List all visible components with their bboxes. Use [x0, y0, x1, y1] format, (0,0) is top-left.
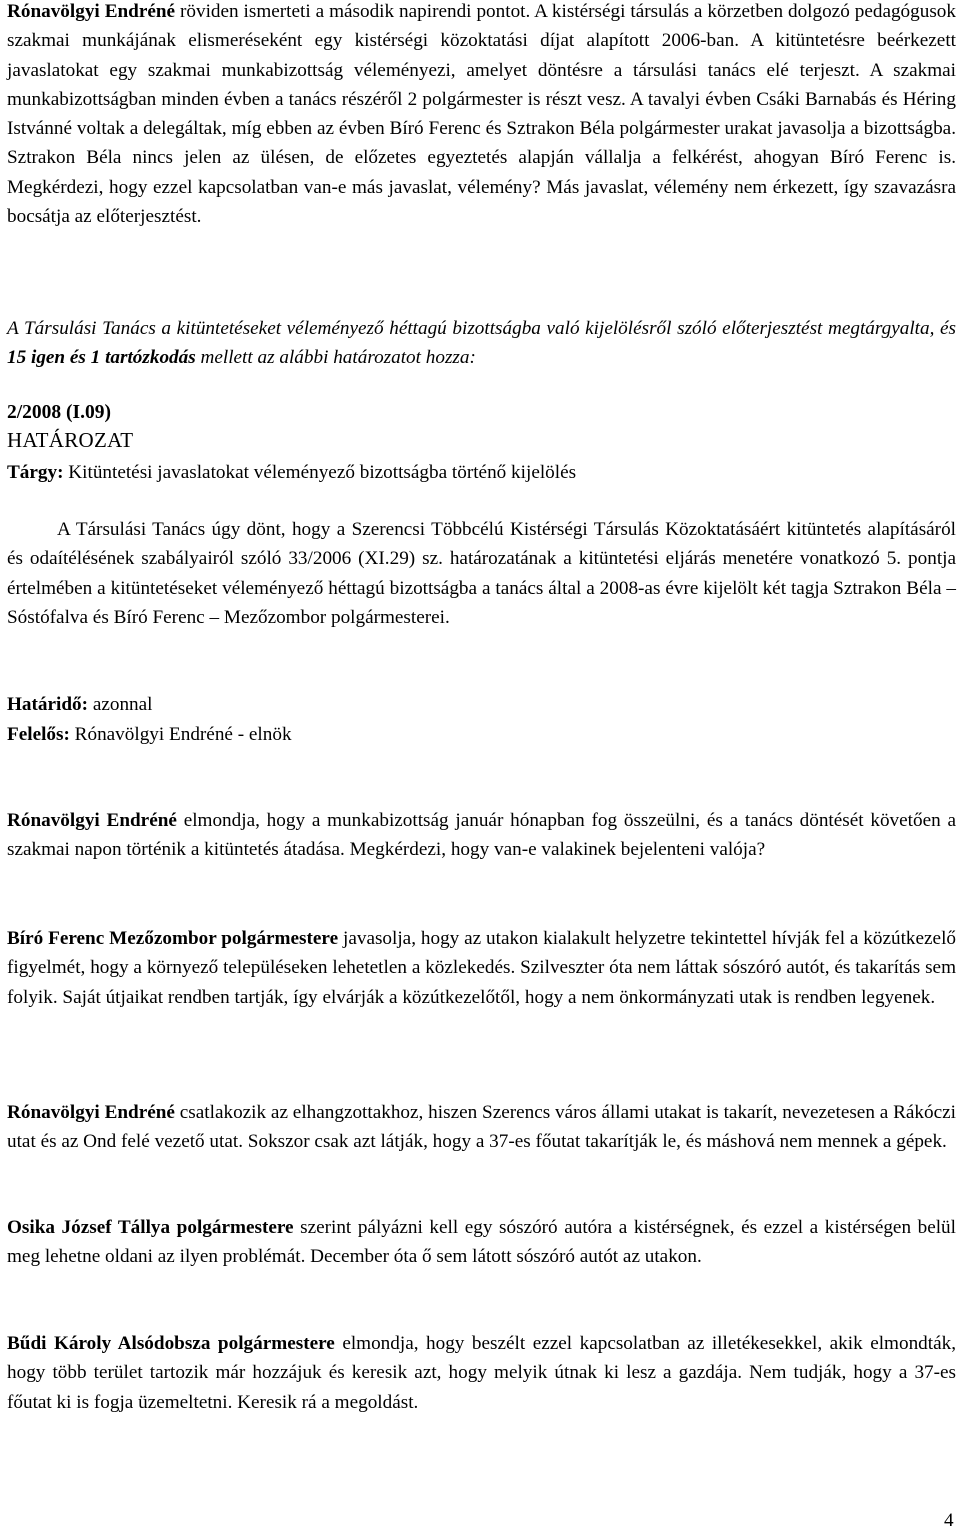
speaker-name: Rónavölgyi Endréné — [7, 1102, 175, 1123]
statement-text: javasolja, hogy az utakon kialakult helyzetre tekintettel hívják fel a közútkezelő figyelmét, hogy a környező településeken lehetetlen a közlekedés. Szilveszter óta nem láttak sószóró autót, és takarítás sem folyik. Saját útjaikat rendben tartják, így elvárják a közútkezelőtől, hogy a nem önkormányzati utak is rendben legyenek. — [7, 928, 956, 1008]
speaker-name: Bíró Ferenc Mezőzombor polgármestere — [7, 928, 339, 949]
deadline-value: azonnal — [88, 694, 153, 715]
vote-result: 15 igen és 1 tartózkodás — [7, 347, 196, 369]
statement-text: elmondja, hogy beszélt ezzel kapcsolatban az illetékesekkel, akik elmondták, hogy több terület tartozik már hozzájuk és keresik azt, hogy melyik útnak ki lesz a gazdája. Nem tudják, hogy a 37-es főutat ki is fogja üzemeltetni. Keresik rá a megoldást. — [7, 1333, 956, 1413]
statement-osika — [7, 1213, 956, 1272]
responsible-label: Felelős: — [7, 724, 70, 745]
responsible-value: Rónavölgyi Endréné - elnök — [69, 724, 292, 745]
statement-text: szerint pályázni kell egy sószóró autóra a kistérségnek, és ezzel a kistérségen belül meg lehetne oldani az ilyen problémát. December óta ő sem látott sószóró autót az utakon. — [7, 1217, 956, 1268]
decision-body: A Társulási Tanács úgy dönt, hogy a Szerencsi Többcélú Kistérségi Társulás Közoktatásáért kitüntetés alapításáról és odaítélésének szabályairól szóló 33/2006 (XI.29) sz. határozatának a kitüntetési eljárás menetére vonatkozó 5. pontja értelmében a kitüntetéseket véleményező héttagú bizottságba a tanács által a 2008-as évre kijelölt két tagja Sztrakon Béla – Sóstófalva és Bíró Ferenc – Mezőzombor polgármesterei. — [7, 519, 956, 628]
paragraph-agenda-intro — [7, 0, 956, 231]
speaker-name: Osika József Tállya polgármestere — [7, 1217, 294, 1238]
statement-biro — [7, 924, 956, 1012]
resolution-intro-text: A Társulási Tanács a kitüntetéseket véleményező héttagú bizottságba való kijelölésről szóló előterjesztést megtárgyalta, és — [7, 318, 956, 339]
subject-text: Kitüntetési javaslatokat véleményező bizottságba történő kijelölés — [63, 462, 577, 483]
decision-responsible — [7, 720, 292, 749]
paragraph-text: röviden ismerteti a második napirendi pontot. A kistérségi társulás a körzetben dolgozó pedagógusok szakmai munkájának elismeréseként egy kistérségi közoktatási díjat alapított 2006-ban. A kitüntetésre beérkezett javaslatokat egy szakmai munkabizottság véleményezi, amelyet döntésre a társulási tanács elé terjeszt. A szakmai munkabizottságban minden évben a tanács részéről 2 polgármester is részt vesz. A tavalyi évben Csáki Barnabás és Héring Istvánné voltak a delegáltak, míg ebben az évben Bíró Ferenc és Sztrakon Béla polgármester urakat javasolja a bizottságba. Sztrakon Béla nincs jelen az ülésen, de előzetes egyeztetés alapján vállalja a felkérést, ahogyan Bíró Ferenc is. Megkérdezi, hogy ezzel kapcsolatban van-e más javaslat, vélemény? Más javaslat, vélemény nem érkezett, így szavazásra bocsátja az előterjesztést. — [7, 1, 956, 228]
speaker-name: Rónavölgyi Endréné — [7, 810, 177, 831]
paragraph-resolution-intro — [7, 314, 956, 373]
decision-number: 2/2008 (I.09) — [7, 402, 111, 423]
decision-title: HATÁROZAT — [7, 428, 134, 452]
statement-text: csatlakozik az elhangzottakhoz, hiszen Szerencs város állami utakat is takarít, nevezetesen a Rákóczi utat és az Ond felé vezető utat. Sokszor csak azt látják, hogy a 37-es főutat takarítják le, és máshová nem mennek a gépek. — [7, 1102, 956, 1153]
decision-deadline — [7, 690, 152, 719]
decision-subject — [7, 458, 956, 487]
page-number: 4 — [944, 1510, 954, 1531]
statement-text: elmondja, hogy a munkabizottság január hónapban fog összeülni, és a tanács döntését követően a szakmai napon történik a kitüntetés átadása. Megkérdezi, hogy van-e valakinek bejelenteni valója? — [7, 810, 956, 861]
deadline-label: Határidő: — [7, 694, 89, 715]
resolution-intro-text-end: mellett az alábbi határozatot hozza: — [195, 347, 476, 369]
statement-budi — [7, 1329, 956, 1417]
statement-ronavolgyi-1 — [7, 806, 956, 865]
subject-label: Tárgy: — [7, 462, 64, 483]
speaker-name: Rónavölgyi Endréné — [7, 1, 176, 22]
speaker-name: Bűdi Károly Alsódobsza polgármestere — [7, 1333, 335, 1354]
statement-ronavolgyi-2 — [7, 1098, 956, 1157]
